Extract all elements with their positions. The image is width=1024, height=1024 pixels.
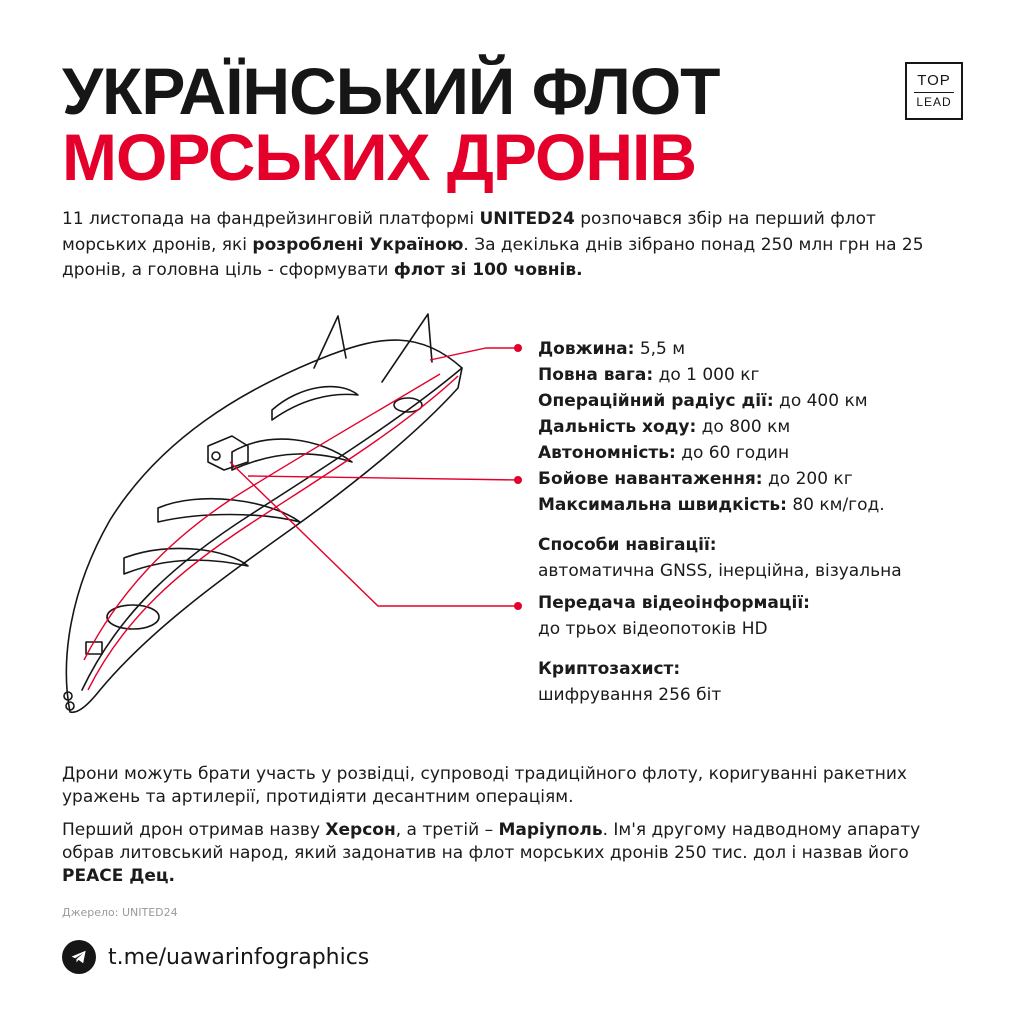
spec-payload-label: Бойове навантаження:: [538, 469, 763, 489]
outro-paragraph-1: Дрони можуть брати участь у розвідці, супроводі традиційного флоту, коригуванні ракетних уражень та артилерії, протидіяти десантним операціям.: [62, 764, 907, 807]
spec-length-label: Довжина:: [538, 339, 635, 359]
outro-p2-bold-mariupol: Маріуполь: [498, 820, 603, 840]
spec-length: [538, 336, 978, 362]
intro-text-1: 11 листопада на фандрейзинговій платформі: [62, 209, 480, 229]
dot-video: [514, 602, 522, 610]
spec-weight-label: Повна вага:: [538, 365, 654, 385]
spec-video: [538, 590, 978, 642]
intake-top: [272, 387, 358, 420]
spec-range: [538, 414, 978, 440]
spec-speed-label: Максимальна швидкість:: [538, 495, 787, 515]
outro-text: [62, 763, 962, 888]
spec-video-label: Передача відеоінформації:: [538, 593, 810, 613]
telegram-link[interactable]: t.me/uawarinfographics: [108, 944, 370, 970]
spec-radius-value: до 400 км: [773, 391, 868, 411]
spec-weight-value: до 1 000 кг: [653, 365, 760, 385]
spec-autonomy: [538, 440, 978, 466]
outro-p2-text-2: , а третій –: [395, 820, 499, 840]
sea-drone-illustration: [40, 300, 580, 730]
spec-speed: [538, 492, 978, 518]
intro-bold-fleet: флот зі 100 човнів.: [393, 260, 583, 280]
spec-navigation-value: автоматична GNSS, інерційна, візуальна: [538, 561, 902, 581]
spec-radius-label: Операційний радіус дії:: [538, 391, 774, 411]
leader-video: [230, 462, 518, 606]
specs-list: [538, 336, 978, 708]
spec-speed-value: 80 км/год.: [786, 495, 885, 515]
dot-payload: [514, 476, 522, 484]
intro-bold-united24: UNITED24: [479, 209, 575, 229]
spec-range-label: Дальність ходу:: [538, 417, 697, 437]
spec-crypto-value: шифрування 256 біт: [538, 685, 722, 705]
telegram-icon[interactable]: [62, 940, 96, 974]
outro-p2-bold-peace: PEACE Дец.: [62, 866, 175, 886]
spec-crypto: [538, 656, 978, 708]
spec-autonomy-value: до 60 годин: [675, 443, 790, 463]
spec-video-value: до трьох відеопотоків HD: [538, 619, 768, 639]
hull-red-inner: [88, 376, 458, 690]
logo-bottom-text: LEAD: [916, 95, 952, 110]
title-line-1: УКРАЇНСЬКИЙ ФЛОТ: [62, 54, 720, 128]
intro-text-2: розпочався збір на перший флот морських дронів, які: [62, 209, 876, 255]
outro-p2-text-3: . Ім'я другому надводному апарату обрав литовський народ, який задонатив на флот морських дронів 250 тис. дол і назвав його: [62, 820, 921, 863]
leader-payload: [248, 476, 518, 480]
top-lead-logo: [905, 62, 963, 120]
spec-payload: [538, 466, 978, 492]
camera-lens: [212, 452, 220, 460]
outro-p2-bold-kherson: Херсон: [325, 820, 396, 840]
spec-radius: [538, 388, 978, 414]
spec-range-value: до 800 км: [696, 417, 791, 437]
intro-text-3: . За декілька днів зібрано понад 250 млн грн на 25 дронів, а головна ціль - сформувати: [62, 234, 924, 280]
intake-upper: [232, 439, 352, 470]
dot-length: [514, 344, 522, 352]
fin-rear: [382, 314, 432, 382]
outro-paragraph-2: [62, 819, 962, 888]
outro-p2-text-1: Перший дрон отримав назву: [62, 820, 326, 840]
footer[interactable]: [62, 938, 369, 976]
intro-bold-developed: розроблені Україною: [252, 234, 464, 255]
spec-autonomy-label: Автономність:: [538, 443, 676, 463]
spec-payload-value: до 200 кг: [762, 469, 853, 489]
spec-weight: [538, 362, 978, 388]
title-line-2: МОРСЬКИХ ДРОНІВ: [62, 120, 697, 194]
spec-navigation-label: Способи навігації:: [538, 535, 717, 555]
source-note: Джерело: UNITED24: [62, 906, 178, 919]
intro-paragraph: [62, 207, 962, 284]
spec-length-value: 5,5 м: [634, 339, 686, 359]
spec-navigation: [538, 532, 978, 584]
spec-crypto-label: Криптозахист:: [538, 659, 681, 679]
logo-divider: [914, 92, 954, 94]
logo-top-text: TOP: [917, 71, 951, 89]
